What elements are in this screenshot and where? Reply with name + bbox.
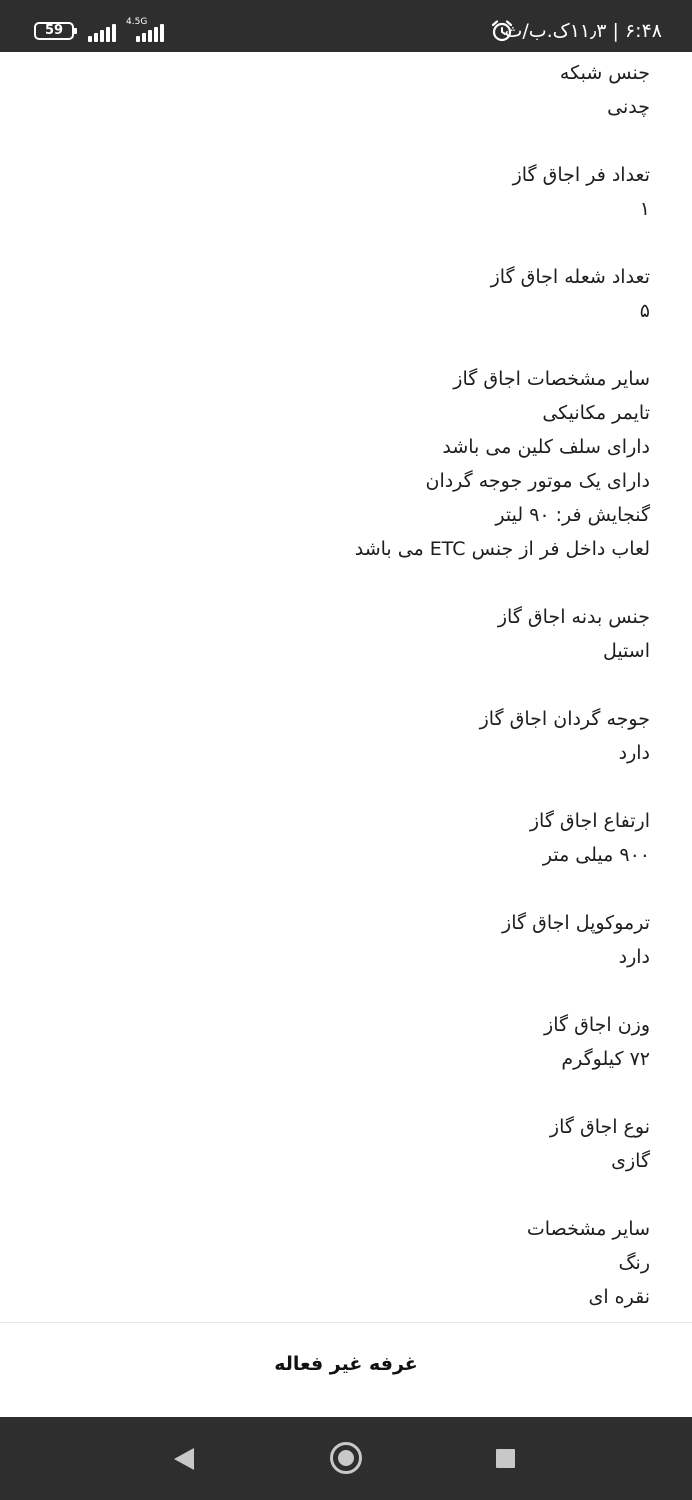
spec-group [20, 362, 650, 566]
back-icon[interactable] [174, 1448, 194, 1470]
spec-value: نقره ای [588, 1286, 650, 1308]
battery-icon [34, 22, 74, 40]
spec-value: دارد [618, 946, 650, 968]
status-time: ۶:۴۸ | ۱۱٫۳ک.ب/ث [504, 20, 662, 42]
spec-label: ارتفاع اجاق گاز [529, 810, 650, 832]
spec-value: چدنی [607, 96, 650, 118]
spec-group [20, 56, 650, 124]
signal-icon [136, 20, 166, 42]
spec-group [20, 804, 650, 872]
spec-label: وزن اجاق گاز [544, 1014, 650, 1036]
spec-label: جوجه گردان اجاق گاز [479, 708, 650, 730]
spec-value: گازی [611, 1150, 650, 1172]
recents-icon[interactable] [496, 1449, 515, 1468]
spec-label: تعداد شعله اجاق گاز [490, 266, 650, 288]
spec-value: لعاب داخل فر از جنس ETC می باشد [354, 538, 650, 560]
spec-label: جنس بدنه اجاق گاز [497, 606, 650, 628]
signal-icon [88, 20, 118, 42]
spec-value: ۹۰۰ میلی متر [542, 844, 650, 866]
spec-value: استیل [602, 640, 650, 662]
spec-label: سایر مشخصات اجاق گاز [453, 368, 650, 390]
spec-group [20, 600, 650, 668]
network-type: 4.5G [126, 17, 148, 27]
spec-value: ۱ [639, 198, 650, 220]
spec-label: نوع اجاق گاز [549, 1116, 650, 1138]
spec-value: دارد [618, 742, 650, 764]
spec-value: رنگ [618, 1252, 650, 1274]
home-icon[interactable] [330, 1442, 362, 1474]
divider [0, 1322, 692, 1323]
spec-group [20, 906, 650, 974]
spec-label: تعداد فر اجاق گاز [512, 164, 650, 186]
spec-value: دارای سلف کلین می باشد [442, 436, 650, 458]
spec-label: سایر مشخصات [526, 1218, 650, 1240]
spec-value: دارای یک موتور جوجه گردان [425, 470, 650, 492]
spec-group [20, 1212, 650, 1314]
status-bar [0, 0, 692, 52]
battery-level: 59 [44, 23, 64, 38]
spec-group [20, 1110, 650, 1178]
spec-value: ۵ [639, 300, 650, 322]
spec-value: ۷۲ کیلوگرم [561, 1048, 650, 1070]
booth-status-label: غرفه غیر فعاله [274, 1353, 418, 1375]
spec-group [20, 158, 650, 226]
spec-group [20, 1008, 650, 1076]
spec-label: ترموکوپل اجاق گاز [502, 912, 650, 934]
spec-group [20, 702, 650, 770]
spec-group [20, 260, 650, 328]
spec-value: گنجایش فر: ۹۰ لیتر [495, 504, 650, 526]
spec-label: جنس شبکه [559, 62, 650, 84]
spec-list [20, 56, 650, 1348]
navigation-bar [0, 1417, 692, 1500]
spec-value: تایمر مکانیکی [542, 402, 650, 424]
